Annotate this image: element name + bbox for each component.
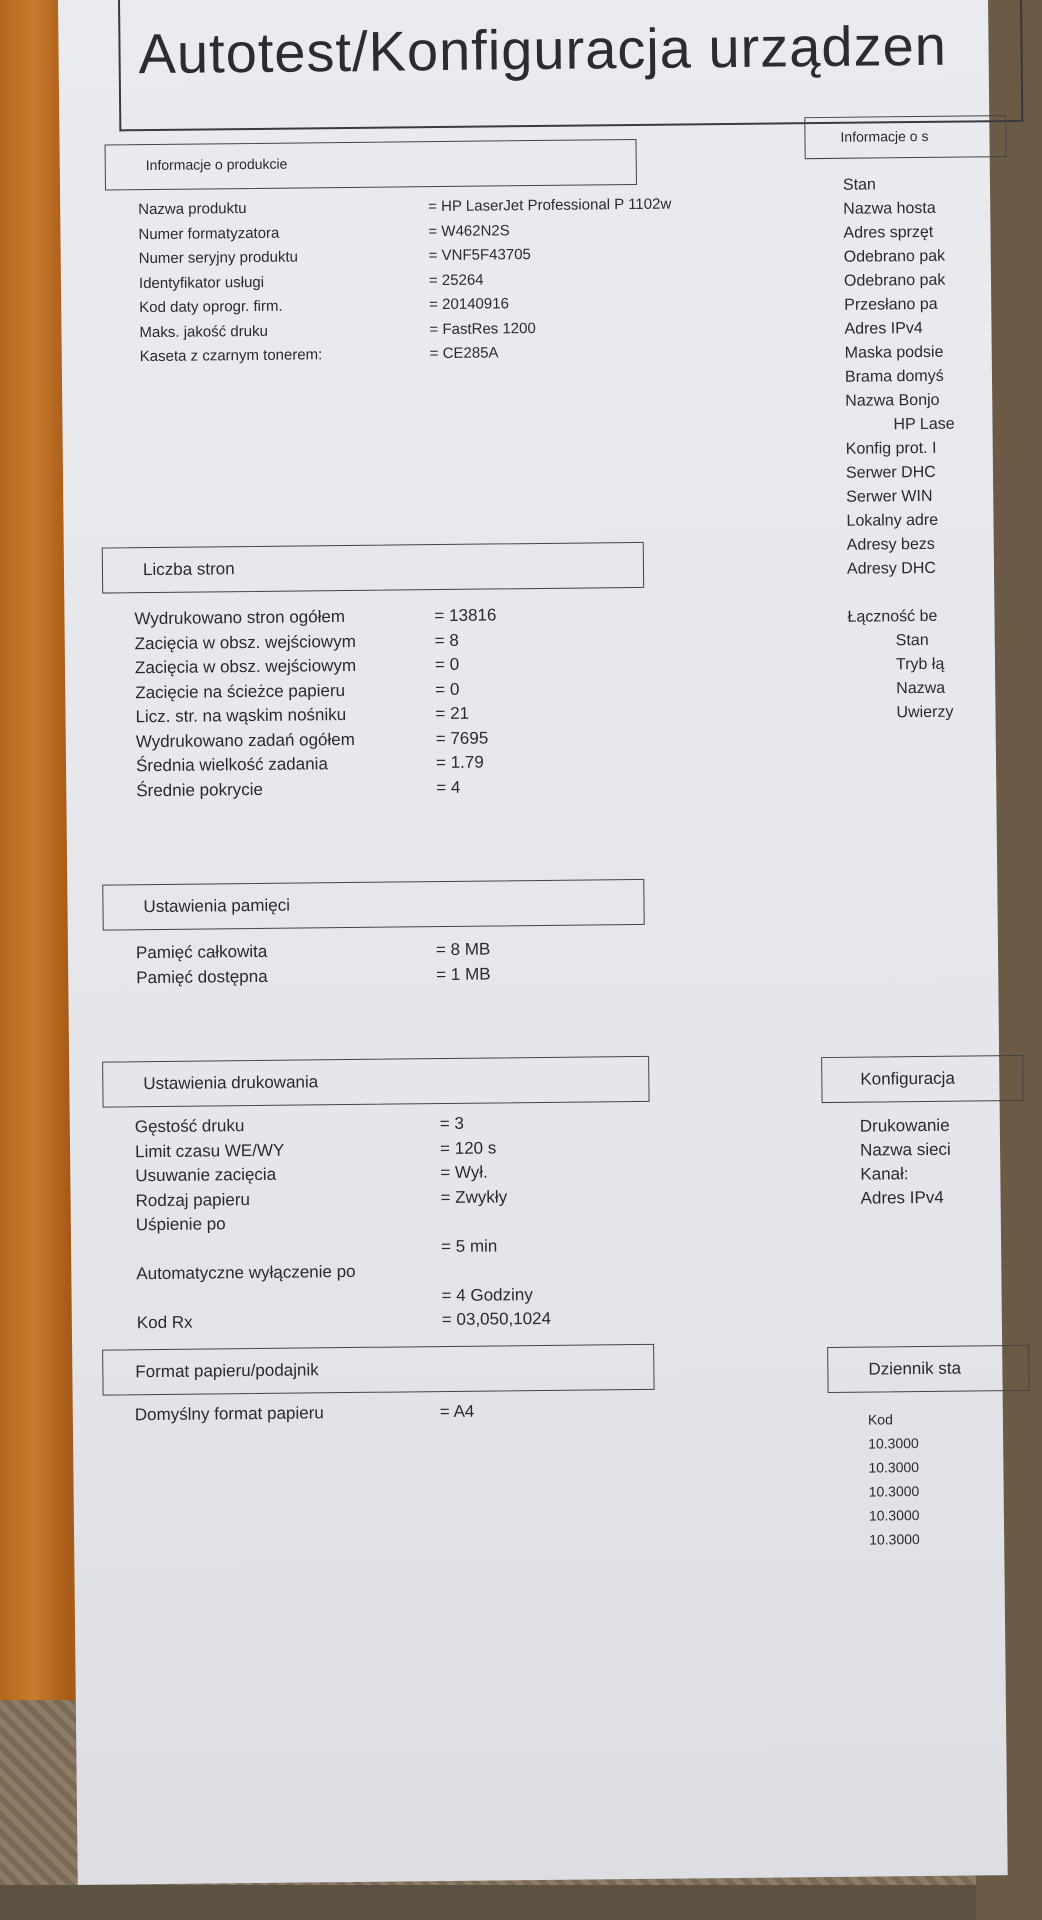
printing-label: Automatyczne wyłączenie po	[136, 1261, 356, 1284]
product-row	[140, 341, 673, 371]
log-item: 10.3000	[868, 1459, 920, 1476]
printing-value: = 03,050,1024	[441, 1308, 552, 1330]
network-item: Serwer DHC	[845, 463, 936, 482]
product-label: Numer seryjny produktu	[138, 248, 299, 268]
memory-label: Pamięć dostępna	[136, 966, 268, 987]
pages-row	[135, 701, 497, 729]
product-label: Numer formatyzatora	[138, 224, 280, 243]
network-item: Uwierzy	[896, 703, 954, 722]
section-product-header	[105, 139, 637, 191]
network-item: Nazwa	[896, 679, 946, 698]
printing-label	[136, 1284, 441, 1312]
product-value: = FastRes 1200	[429, 319, 536, 338]
printing-row	[135, 1184, 549, 1213]
section-printing-title: Ustawienia drukowania	[143, 1072, 319, 1094]
memory-label: Pamięć całkowita	[135, 941, 268, 963]
memory-value: = 8 MB	[435, 939, 491, 960]
printing-label: Usuwanie zacięcia	[135, 1164, 277, 1186]
section-pages-title: Liczba stron	[142, 559, 235, 580]
printing-label: Limit czasu WE/WY	[134, 1140, 285, 1161]
memory-row	[136, 938, 491, 966]
printing-value: = 5 min	[440, 1235, 498, 1256]
paper-label: Domyślny format papieru	[134, 1403, 324, 1425]
log-list	[867, 1406, 920, 1548]
printing-value: = Zwykły	[440, 1186, 508, 1207]
section-memory-header	[102, 879, 644, 931]
product-value: = 20140916	[429, 295, 509, 314]
paper-value: = A4	[439, 1401, 475, 1422]
section-product-title: Informacje o produkcie	[145, 155, 288, 174]
printing-value: = 3	[439, 1113, 464, 1134]
pages-value: = 21	[435, 703, 470, 724]
network-item: Odebrano pak	[843, 247, 946, 266]
pages-label: Średnie pokrycie	[136, 779, 263, 800]
log-item: 10.3000	[868, 1483, 920, 1500]
printing-label	[136, 1235, 441, 1263]
pages-value: = 8	[434, 630, 459, 650]
network-item: Adres IPv4	[844, 319, 923, 338]
product-label: Identyfikator usługi	[138, 273, 265, 292]
pages-row	[135, 677, 497, 705]
network-info-list	[843, 173, 958, 726]
network-item: Konfig prot. I	[845, 439, 937, 458]
product-label: Kod daty oprogr. firm.	[139, 297, 283, 317]
section-printing-header	[102, 1056, 649, 1108]
network-item: Lokalny adre	[846, 511, 939, 530]
product-label: Nazwa produktu	[138, 200, 247, 219]
network-item	[847, 581, 956, 606]
section-log-header	[827, 1345, 1029, 1393]
config-item: Kanał:	[860, 1164, 909, 1184]
printing-value: = 4 Godziny	[441, 1284, 533, 1305]
printing-value: = Wył.	[440, 1162, 488, 1183]
network-item: Adresy DHC	[846, 559, 936, 578]
config-item: Drukowanie	[859, 1115, 950, 1136]
section-memory-title: Ustawienia pamięci	[143, 895, 291, 917]
printing-value: = 120 s	[439, 1137, 497, 1158]
product-value: = CE285A	[429, 344, 499, 363]
section-network-title: Informacje o s	[840, 127, 929, 145]
pages-value: = 4	[436, 777, 461, 797]
pages-value: = 0	[434, 654, 460, 675]
pages-value: = 1.79	[435, 752, 484, 773]
config-item: Adres IPv4	[860, 1187, 944, 1208]
section-pages-header	[102, 542, 644, 594]
pages-label: Zacięcia w obsz. wejściowym	[134, 655, 357, 678]
memory-row	[136, 962, 491, 990]
product-value: = W462N2S	[428, 221, 510, 240]
printed-report-page	[58, 0, 1008, 1885]
printing-label: Kod Rx	[136, 1312, 193, 1333]
log-item: 10.3000	[868, 1435, 919, 1452]
pages-row	[134, 603, 496, 631]
section-network-header	[804, 115, 1006, 159]
config-list	[860, 1113, 952, 1210]
network-item: Tryb łą	[895, 655, 945, 674]
section-paper-header	[102, 1344, 654, 1396]
network-item: Nazwa Bonjo	[845, 391, 940, 410]
pages-row	[135, 628, 497, 656]
section-paper-title: Format papieru/podajnik	[135, 1360, 319, 1382]
network-item: Stan	[895, 631, 929, 650]
pages-value: = 13816	[434, 605, 497, 626]
section-log-title: Dziennik sta	[868, 1358, 962, 1379]
paper-row	[135, 1400, 475, 1428]
page-title: Autotest/Konfiguracja urządzen	[138, 13, 948, 86]
network-item: Serwer WIN	[846, 487, 933, 506]
log-header: Kod	[867, 1411, 893, 1428]
pages-label: Średnia wielkość zadania	[135, 754, 328, 776]
network-item: HP Lase	[893, 415, 955, 434]
printing-label: Gęstość druku	[134, 1116, 245, 1137]
network-item: Stan	[842, 176, 876, 194]
product-label: Maks. jakość druku	[139, 322, 268, 341]
section-config-title: Konfiguracja	[860, 1068, 955, 1089]
network-item: Nazwa hosta	[843, 199, 936, 218]
network-item: Maska podsie	[844, 343, 944, 362]
printing-row	[136, 1233, 550, 1262]
pages-label: Licz. str. na wąskim nośniku	[135, 705, 347, 727]
network-item: Adresy bezs	[846, 535, 935, 554]
network-item: Odebrano pak	[843, 271, 946, 290]
floor-shadow	[0, 1885, 976, 1920]
network-item: Adres sprzęt	[843, 223, 934, 242]
memory-list	[136, 938, 491, 991]
product-info-list	[138, 194, 673, 371]
log-item: 10.3000	[868, 1507, 920, 1524]
network-item: Przesłano pa	[844, 295, 938, 314]
paper-format-list	[135, 1400, 475, 1428]
pages-value: = 7695	[435, 728, 489, 748]
section-config-header	[821, 1055, 1023, 1103]
product-label: Kaseta z czarnym tonerem:	[139, 346, 323, 366]
config-item: Nazwa sieci	[859, 1139, 951, 1160]
page-count-list	[134, 603, 498, 803]
product-value: = 25264	[428, 271, 484, 289]
product-value: = HP LaserJet Professional P 1102w	[428, 195, 672, 216]
network-item: Brama domyś	[844, 367, 944, 386]
pages-row	[136, 750, 498, 778]
pages-label: Wydrukowano zadań ogółem	[135, 729, 355, 751]
pages-label: Wydrukowano stron ogółem	[134, 607, 346, 629]
printing-label: Rodzaj papieru	[135, 1189, 251, 1210]
product-value: = VNF5F43705	[428, 246, 531, 265]
network-item: Łączność be	[847, 607, 938, 626]
pages-label: Zacięcia w obsz. wejściowym	[134, 631, 356, 653]
pages-label: Zacięcie na ścieżce papieru	[135, 680, 346, 702]
printing-label: Uśpienie po	[135, 1214, 226, 1235]
pages-row	[135, 652, 497, 680]
printing-row	[137, 1307, 551, 1336]
log-item: 10.3000	[869, 1531, 920, 1548]
printing-settings-list	[135, 1111, 551, 1336]
pages-row	[136, 775, 498, 803]
memory-value: = 1 MB	[436, 964, 491, 984]
pages-row	[136, 726, 498, 754]
pages-value: = 0	[435, 679, 460, 699]
